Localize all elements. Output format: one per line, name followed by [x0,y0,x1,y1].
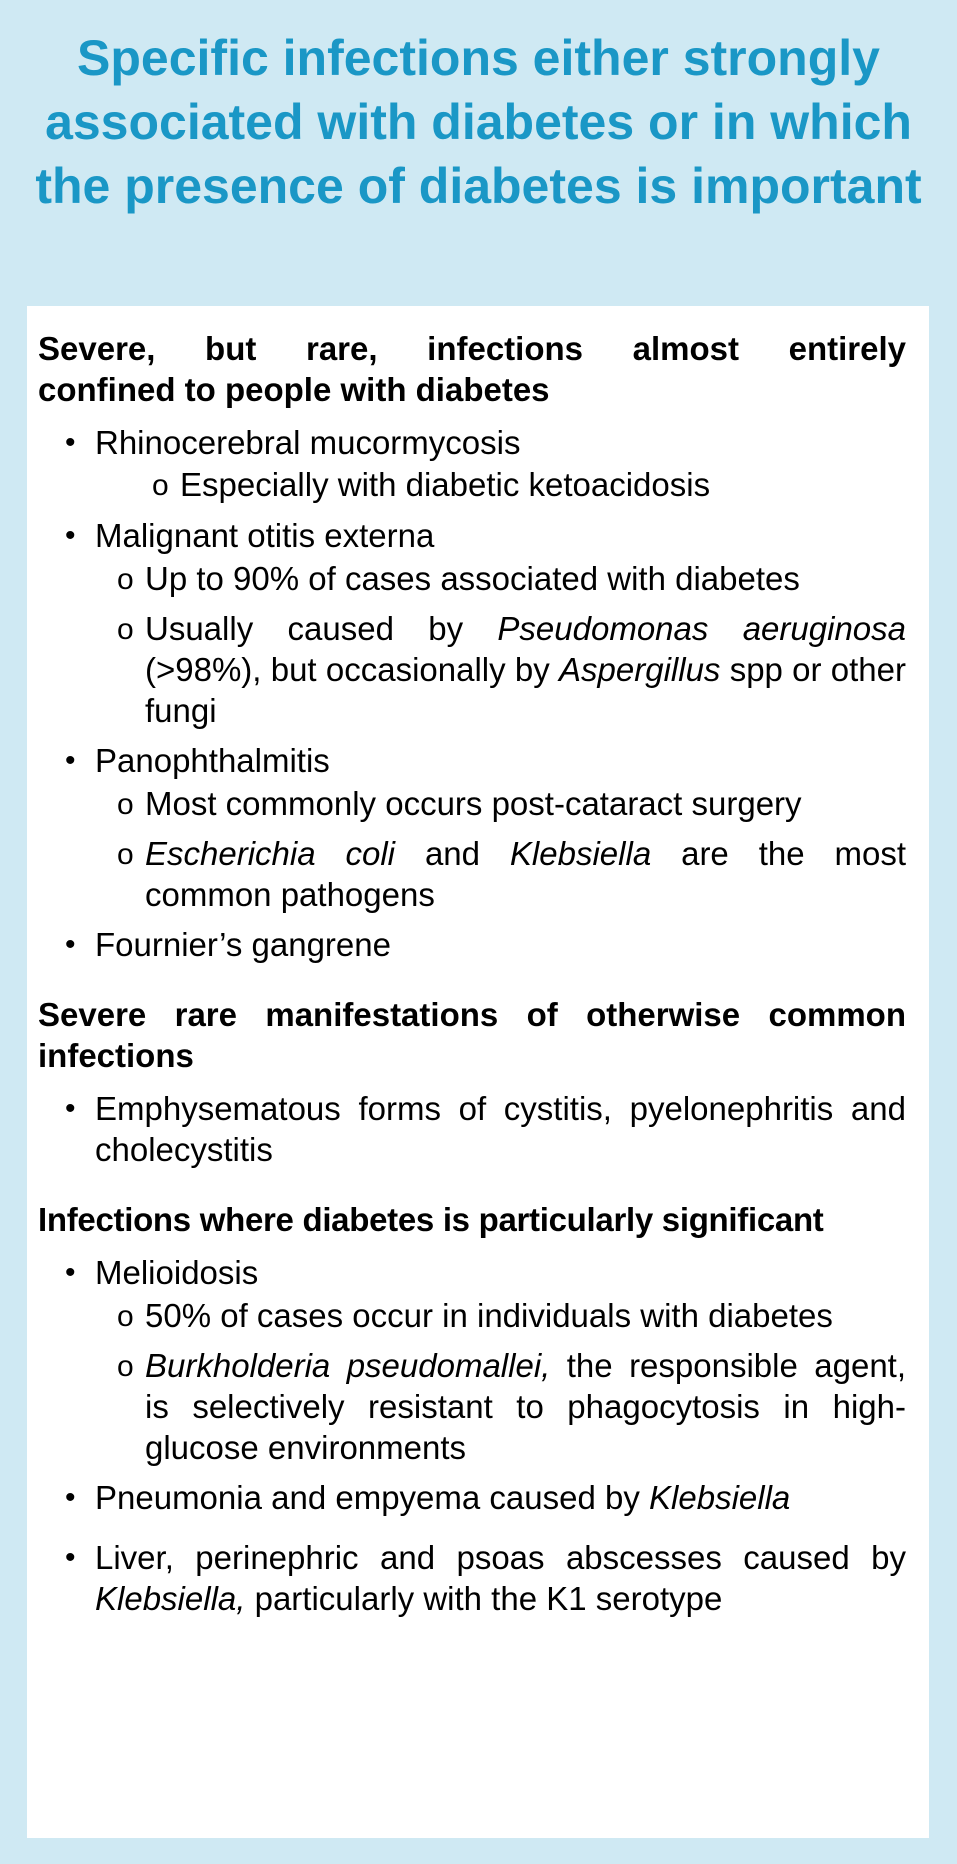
species-name: Burkholderia pseudomallei, [145,1347,551,1384]
bullet-icon: • [65,744,76,777]
bullet-icon: • [65,519,76,552]
section-heading [38,1199,906,1240]
heading-line: confined to people with diabetes [38,371,550,408]
list-item [38,515,906,731]
text-run: Usually caused by [145,610,464,647]
bullet-icon: • [65,928,76,961]
species-name: Aspergillus [559,651,721,688]
circle-bullet-icon: o [117,788,134,821]
circle-bullet-icon: o [117,613,134,646]
content-panel [27,306,929,1838]
list-item [38,740,906,915]
list-item [38,422,906,505]
section-1 [38,328,906,965]
text-run: the responsible agent, is selectively resistant to phagocytosis in high-glucose environments [145,1347,907,1466]
bullet-icon: • [65,1256,76,1289]
sub-item [38,1345,906,1468]
item-label: Melioidosis [95,1254,259,1291]
species-name: Klebsiella [649,1479,791,1516]
item-label [95,1539,906,1617]
item-label [95,1479,790,1516]
text-run: spp or other fungi [145,651,906,729]
heading-line: infections [38,1037,194,1074]
text-run: are the most common pathogens [145,835,907,913]
text-run: particularly with the K1 serotype [254,1580,723,1617]
text-run: Liver, perinephric and psoas abscesses caused by [95,1539,906,1576]
circle-bullet-icon: o [152,469,169,502]
species-name: Klebsiella, [95,1580,246,1617]
sub-item-text: 50% of cases occur in individuals with diabetes [145,1297,833,1334]
heading-line: Severe rare manifestations of otherwise common [38,996,906,1033]
sub-item-text: Up to 90% of cases associated with diabetes [145,560,800,597]
circle-bullet-icon: o [117,838,134,871]
circle-bullet-icon: o [117,563,134,596]
sub-item [38,558,906,599]
bullet-list [38,1252,906,1619]
sub-item [38,783,906,824]
sub-item [95,464,906,505]
item-label: Panophthalmitis [95,742,330,779]
item-label: Emphysematous forms of cystitis, pyelonephritis and cholecystitis [95,1090,906,1168]
content-body [38,328,906,1619]
section-3 [38,1199,906,1619]
list-item [38,924,906,965]
list-item [38,1088,906,1170]
bullet-icon: • [65,1481,76,1514]
sub-item-text [95,608,906,731]
section-heading [38,328,906,410]
item-label: Malignant otitis externa [95,517,435,554]
sub-item [38,1295,906,1336]
text-run: Pneumonia and empyema caused by [95,1479,640,1516]
text-run: (>98%), but occasionally by [145,651,550,688]
sub-item [38,833,906,915]
text-run: and [424,835,480,872]
sub-list [95,464,906,505]
sub-list [95,558,906,731]
item-label: Rhinocerebral mucormycosis [95,424,521,461]
item-label: Fournier’s gangrene [95,926,391,963]
species-name: Klebsiella [509,835,652,872]
heading-line: Infections where diabetes is particularly significant [38,1201,824,1238]
page-title: Specific infections either strongly associated with diabetes or in which the presence of diabetes is important [35,30,922,214]
species-name: Pseudomonas aeruginosa [497,610,906,647]
list-item [38,1537,906,1619]
sub-list [95,1295,906,1468]
sub-list [95,783,906,915]
list-item [38,1477,906,1518]
sub-item-text: Most commonly occurs post-cataract surgery [145,785,802,822]
bullet-list [38,422,906,965]
section-heading [38,994,906,1076]
sub-item-text [95,833,906,915]
species-name: Escherichia coli [145,835,396,872]
circle-bullet-icon: o [117,1300,134,1333]
sub-item [38,608,906,731]
sub-item-text [95,1345,906,1468]
heading-line: Severe, but rare, infections almost entirely [38,330,906,367]
bullet-icon: • [65,426,76,459]
bullet-icon: • [65,1541,76,1574]
list-item [38,1252,906,1468]
bullet-list [38,1088,906,1170]
section-2 [38,994,906,1170]
bullet-icon: • [65,1092,76,1125]
circle-bullet-icon: o [117,1350,134,1383]
sub-item-text: Especially with diabetic ketoacidosis [180,466,711,503]
